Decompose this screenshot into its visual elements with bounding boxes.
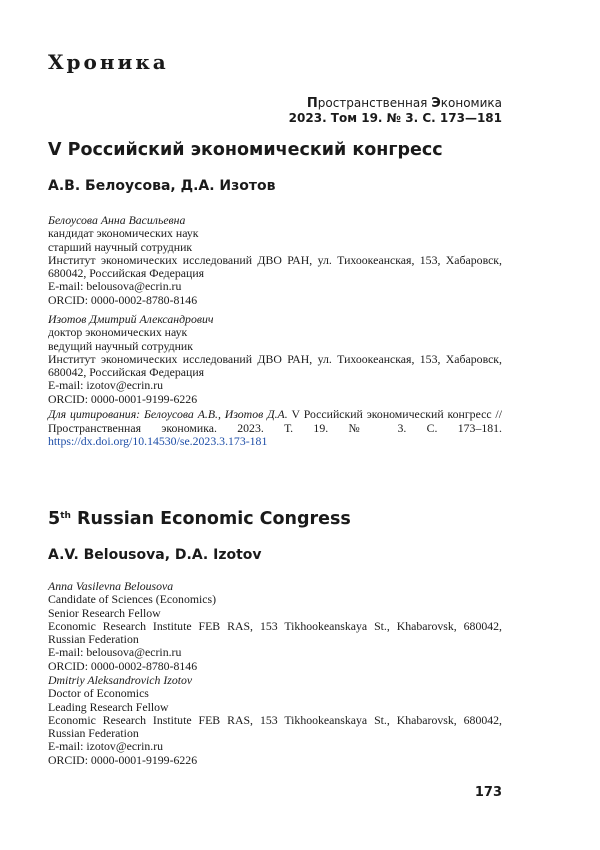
- author-email: E-mail: izotov@ecrin.ru: [48, 378, 164, 393]
- author-affiliation-cont: Russian Federation: [48, 726, 139, 741]
- author-position: ведущий научный сотрудник: [48, 338, 193, 353]
- journal-name-cap-1: П: [306, 96, 318, 111]
- author-name: Dmitriy Aleksandrovich Izotov: [48, 673, 193, 687]
- author-affiliation-cont: 680042, Российская Федерация: [48, 266, 205, 281]
- author-degree: кандидат экономических наук: [48, 226, 199, 241]
- author-affiliation-cont: 680042, Российская Федерация: [48, 365, 205, 380]
- journal-name-cap-2: Э: [431, 96, 441, 111]
- citation-text: V Российский экономический конгресс // Пространственная экономика. 2023. Т. 19. № 3. С. 173–181.: [48, 407, 502, 435]
- journal-header: [289, 96, 502, 126]
- author-orcid: ORCID: 0000-0002-8780-8146: [48, 658, 198, 673]
- author-orcid: ORCID: 0000-0001-9199-6226: [48, 391, 198, 406]
- author-affiliation: Институт экономических исследований ДВО РАН, ул. Тихоокеанская, 153, Хабаровск,: [48, 252, 502, 267]
- author-orcid: ORCID: 0000-0001-9199-6226: [48, 752, 198, 767]
- author-info-ru-1: [48, 214, 502, 307]
- author-position: Senior Research Fellow: [48, 605, 161, 620]
- journal-name: [289, 96, 502, 111]
- author-email: E-mail: belousova@ecrin.ru: [48, 279, 182, 294]
- article-title-en: [48, 508, 351, 530]
- article-title-ru: V Российский экономический конгресс: [48, 140, 443, 160]
- page-number: 173: [474, 785, 502, 800]
- author-position: старший научный сотрудник: [48, 239, 193, 254]
- title-number: 5: [48, 509, 61, 529]
- author-degree: Candidate of Sciences (Economics): [48, 592, 217, 607]
- author-affiliation: Economic Research Institute FEB RAS, 153 Tikhookeanskaya St., Khabarovsk, 680042,: [48, 712, 502, 727]
- author-position: Leading Research Fellow: [48, 699, 169, 714]
- author-info-en-2: [48, 674, 502, 767]
- author-name: Изотов Дмитрий Александрович: [48, 312, 214, 326]
- authors-en: A.V. Belousova, D.A. Izotov: [48, 547, 262, 563]
- author-degree: доктор экономических наук: [48, 325, 188, 340]
- author-orcid: ORCID: 0000-0002-8780-8146: [48, 292, 198, 307]
- author-affiliation: Economic Research Institute FEB RAS, 153 Tikhookeanskaya St., Khabarovsk, 680042,: [48, 618, 502, 633]
- journal-name-part-1: ространственная: [317, 96, 432, 110]
- author-info-en-1: [48, 580, 502, 673]
- author-name: Anna Vasilevna Belousova: [48, 579, 174, 593]
- citation-lead: Для цитирования: Белоусова А.В., Изотов Д.А.: [48, 407, 288, 421]
- author-degree: Doctor of Economics: [48, 686, 149, 701]
- journal-name-part-2: кономика: [440, 96, 502, 110]
- author-affiliation: Институт экономических исследований ДВО РАН, ул. Тихоокеанская, 153, Хабаровск,: [48, 351, 502, 366]
- title-ordinal-suffix: th: [60, 511, 71, 521]
- section-label: Хроника: [48, 50, 169, 74]
- author-name: Белоусова Анна Васильевна: [48, 213, 186, 227]
- author-email: E-mail: belousova@ecrin.ru: [48, 645, 182, 660]
- doi-link[interactable]: https://dx.doi.org/10.14530/se.2023.3.173-181: [48, 434, 268, 449]
- author-info-ru-2: [48, 313, 502, 406]
- journal-issue: 2023. Том 19. № 3. С. 173—181: [288, 111, 502, 125]
- title-text: Russian Economic Congress: [70, 509, 351, 529]
- author-email: E-mail: izotov@ecrin.ru: [48, 739, 164, 754]
- authors-ru: А.В. Белоусова, Д.А. Изотов: [48, 178, 276, 194]
- author-affiliation-cont: Russian Federation: [48, 632, 139, 647]
- citation-block: [48, 408, 502, 449]
